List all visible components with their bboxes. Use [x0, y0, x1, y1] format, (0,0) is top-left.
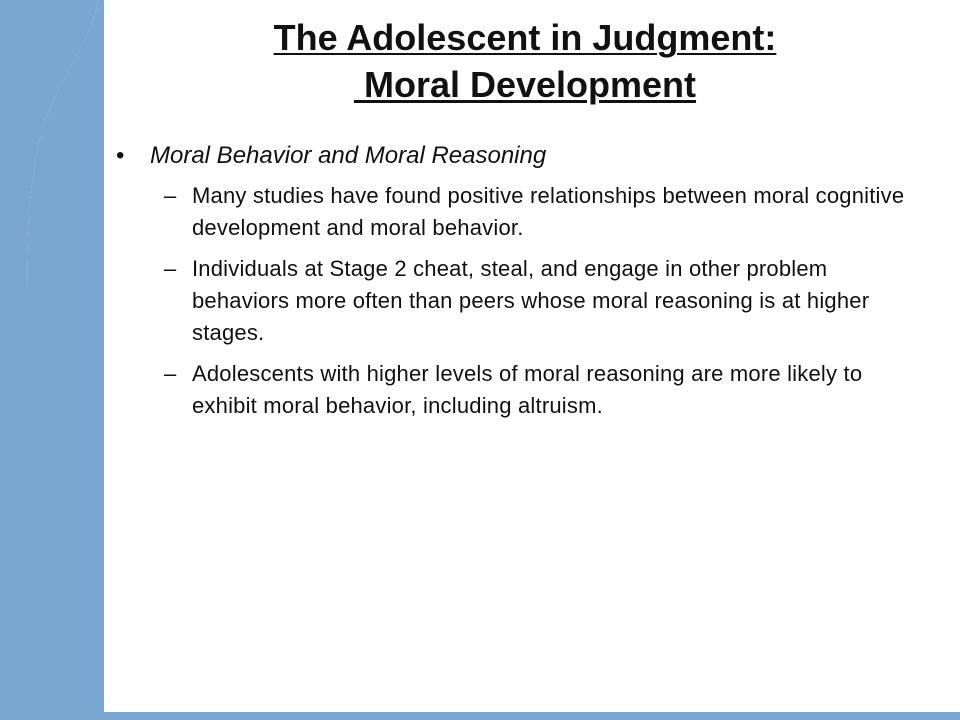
sub-point-text: Individuals at Stage 2 cheat, steal, and engage in other problem behaviors more often than peers whose moral reasoning is at higher stages.: [192, 256, 870, 345]
dash-marker: –: [164, 361, 177, 386]
title-line-2-text: Moral Development: [363, 64, 697, 105]
sub-point-text: Adolescents with higher levels of moral reasoning are more likely to exhibit moral behavior, including altruism.: [192, 361, 863, 418]
sub-point-2: [116, 253, 926, 349]
title-line-1: The Adolescent in Judgment:: [273, 17, 777, 58]
slide-body: [116, 138, 926, 431]
sub-point-3: [116, 358, 926, 422]
bullet-text: Moral Behavior and Moral Reasoning: [150, 142, 547, 169]
title-line-2: [120, 61, 930, 108]
sub-point-1: [116, 180, 926, 244]
sub-point-text: Many studies have found positive relationships between moral cognitive development and moral behavior.: [192, 183, 905, 240]
bullet-marker: •: [116, 142, 125, 169]
dash-marker: –: [164, 256, 177, 281]
bullet-item: [116, 138, 926, 174]
dash-marker: –: [164, 183, 177, 208]
slide-title: [120, 14, 930, 108]
